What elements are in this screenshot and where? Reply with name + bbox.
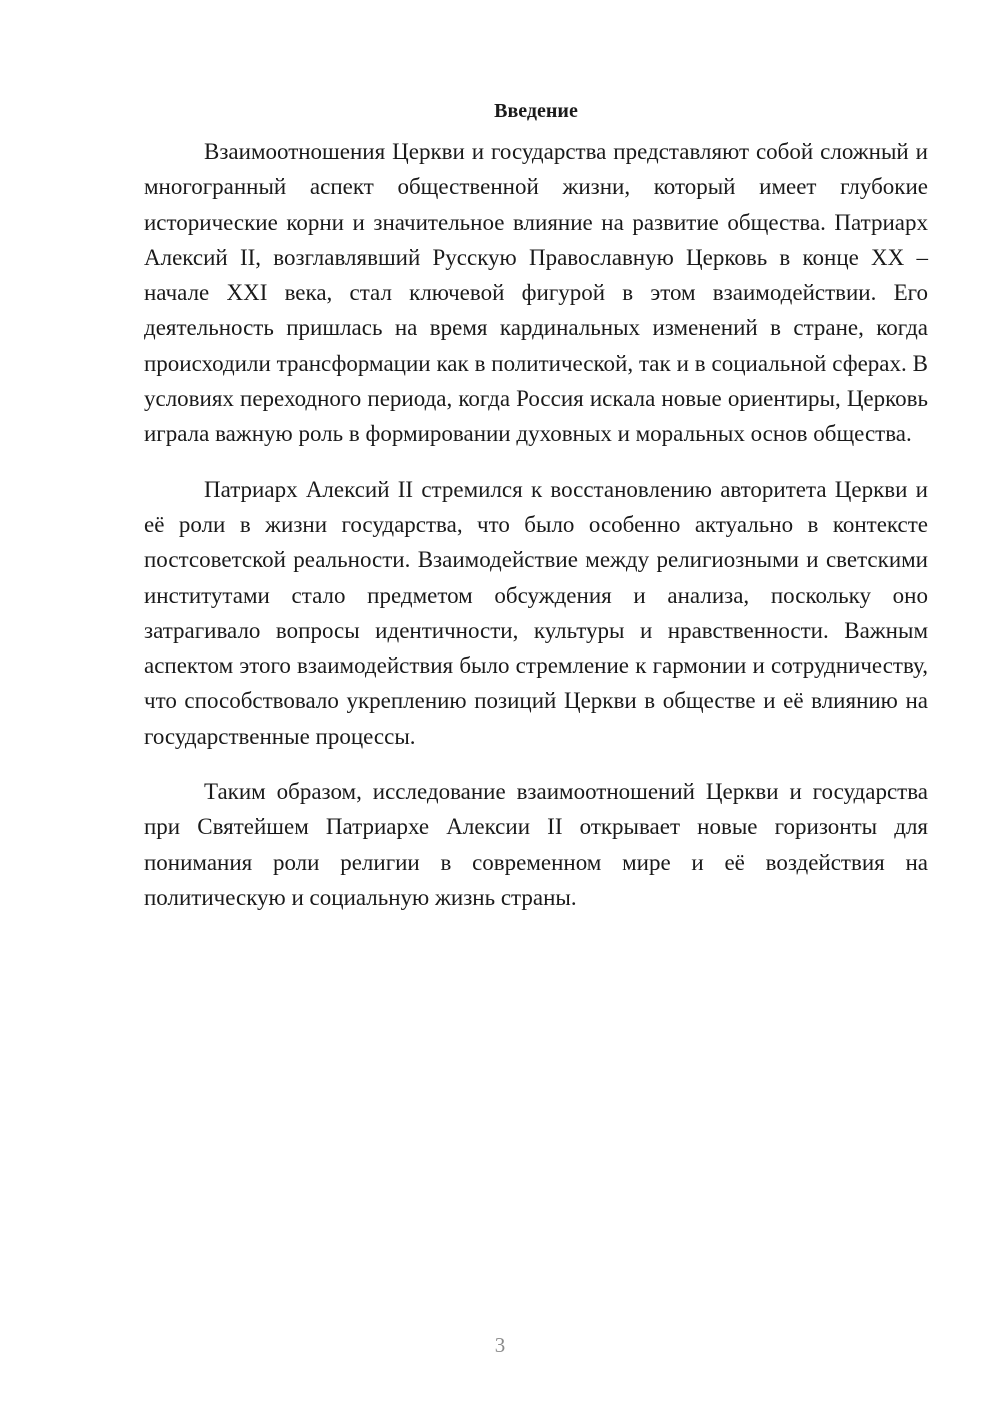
paragraph-3: Таким образом, исследование взаимоотношений Церкви и государства при Святейшем Патриархе Алексии II открывает новые горизонты для понимания роли религии в современном мире и её воздействия на политическую и социальную жизнь страны.	[144, 779, 928, 910]
paragraph-1: Взаимоотношения Церкви и государства представляют собой сложный и многогранный аспект общественной жизни, который имеет глубокие исторические корни и значительное влияние на развитие общества. Патриарх Алексий II, возглавлявший Русскую Православную Церковь в конце XX – начале XXI века, стал ключевой фигурой в этом взаимодействии. Его деятельность пришлась на время кардинальных изменений в стране, когда происходили трансформации как в политической, так и в социальной сферах. В условиях переходного периода, когда Россия искала новые ориентиры, Церковь играла важную роль в формировании духовных и моральных основ общества.	[144, 139, 928, 447]
page-number: 3	[494, 1333, 506, 1357]
section-title: Введение	[494, 100, 578, 122]
paragraph-2: Патриарх Алексий II стремился к восстановлению авторитета Церкви и её роли в жизни государства, что было особенно актуально в контексте постсоветской реальности. Взаимодействие между религиозными и светскими институтами стало предметом обсуждения и анализа, поскольку оно затрагивало вопросы идентичности, культуры и нравственности. Важным аспектом этого взаимодействия было стремление к гармонии и сотрудничеству, что способствовало укреплению позиций Церкви в обществе и её влиянию на государственные процессы.	[144, 476, 928, 749]
page-content	[144, 96, 928, 935]
